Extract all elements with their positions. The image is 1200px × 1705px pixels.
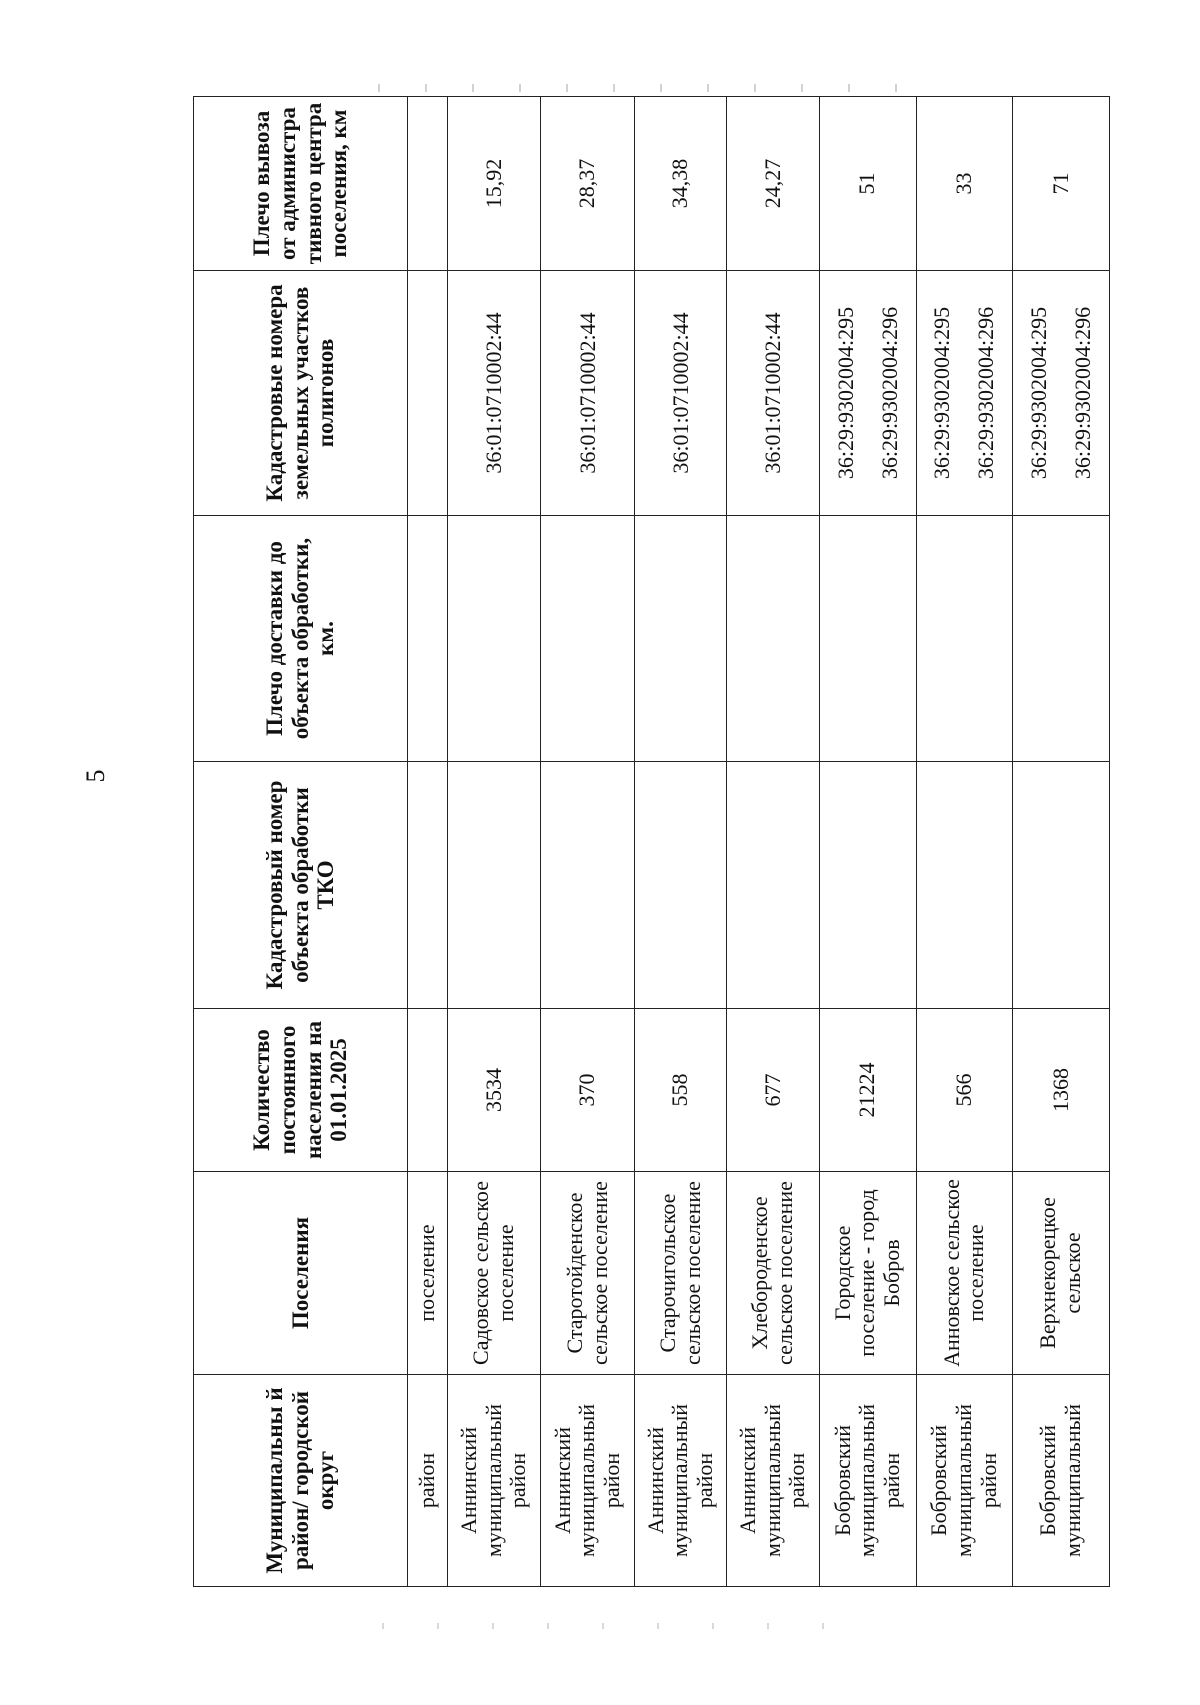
- table-cell: [447, 762, 541, 1009]
- table-cell: Старочигольское сельское поселение: [634, 1172, 727, 1375]
- header-cell: Поселения: [194, 1172, 408, 1375]
- table-cell: [1013, 762, 1110, 1009]
- table-cell: Бобровский муниципальный район: [819, 1375, 916, 1587]
- table-cell: 36:29:9302004:295 36:29:9302004:296: [819, 271, 916, 516]
- table-cell: 36:01:0710002:44: [727, 271, 820, 516]
- table-cell: [916, 516, 1013, 762]
- table-cell: [447, 516, 541, 762]
- scan-noise-bottom: [360, 1623, 860, 1629]
- table-cell: [408, 762, 448, 1009]
- table-cell: [819, 516, 916, 762]
- table-cell: 21224: [819, 1009, 916, 1172]
- header-row: [194, 97, 408, 1587]
- table-cell: [408, 1009, 448, 1172]
- table-cell: 36:01:0710002:44: [634, 271, 727, 516]
- table-cell: [1013, 516, 1110, 762]
- table-cell: поселение: [408, 1172, 448, 1375]
- header-cell: Кадастровый номер объекта обработки ТКО: [194, 762, 408, 1009]
- table-cell: [408, 516, 448, 762]
- table-cell: 36:29:9302004:295 36:29:9302004:296: [916, 271, 1013, 516]
- table-cell: 3534: [447, 1009, 541, 1172]
- table-cell: 34,38: [634, 97, 727, 271]
- table-cell: [634, 762, 727, 1009]
- table-row: [541, 97, 635, 1587]
- table-cell: [541, 762, 635, 1009]
- table-row: [634, 97, 727, 1587]
- table-cell: Бобровский муниципальный район: [916, 1375, 1013, 1587]
- table-cell: 36:01:0710002:44: [541, 271, 635, 516]
- header-cell: Кадастровые номера земельных участков полигонов: [194, 271, 408, 516]
- table-row: [727, 97, 820, 1587]
- page-number: 5: [81, 769, 110, 783]
- table-cell: [727, 516, 820, 762]
- table-row: [916, 97, 1013, 1587]
- table-cell: 28,37: [541, 97, 635, 271]
- data-table: [193, 96, 1110, 1587]
- table-cell: [819, 762, 916, 1009]
- table-cell: [916, 762, 1013, 1009]
- table-row: [1013, 97, 1110, 1587]
- table-cell: Аннинский муниципальный район: [727, 1375, 820, 1587]
- scan-noise-top: [360, 84, 920, 92]
- table-cell: Городское поселение - город Бобров: [819, 1172, 916, 1375]
- table-cell: 558: [634, 1009, 727, 1172]
- table-cell: 566: [916, 1009, 1013, 1172]
- table-cell: 370: [541, 1009, 635, 1172]
- table-row: [819, 97, 916, 1587]
- rotated-table-wrapper: [193, 97, 1110, 1587]
- table-cell: [408, 97, 448, 271]
- table-cell: Аннинский муниципальный район: [634, 1375, 727, 1587]
- table-cell: 677: [727, 1009, 820, 1172]
- table-cell: Хлебороденское сельское поселение: [727, 1172, 820, 1375]
- table-cell: 71: [1013, 97, 1110, 271]
- table-cell: Садовское сельское поселение: [447, 1172, 541, 1375]
- header-cell: Количество постоянного населения на 01.01.2025: [194, 1009, 408, 1172]
- table-cell: 15,92: [447, 97, 541, 271]
- header-cell: Плечо вывоза от администра тивного центра поселения, км: [194, 97, 408, 271]
- table-cell: Старотойденское сельское поселение: [541, 1172, 635, 1375]
- table-row: [447, 97, 541, 1587]
- table-cell: Бобровский муниципальный: [1013, 1375, 1110, 1587]
- header-cell: Плечо доставки до объекта обработки, км.: [194, 516, 408, 762]
- table-cell: район: [408, 1375, 448, 1587]
- table-cell: Аннинский муниципальный район: [541, 1375, 635, 1587]
- table-cell: [727, 762, 820, 1009]
- table-cell: 51: [819, 97, 916, 271]
- table-cell: [541, 516, 635, 762]
- table-cell: 36:01:0710002:44: [447, 271, 541, 516]
- table-cell: 36:29:9302004:295 36:29:9302004:296: [1013, 271, 1110, 516]
- table-cell: Анновское сельское поселение: [916, 1172, 1013, 1375]
- table-cell: 1368: [1013, 1009, 1110, 1172]
- table-cell: Аннинский муниципальный район: [447, 1375, 541, 1587]
- table-cell: Верхнекорецкое сельское: [1013, 1172, 1110, 1375]
- table-cell: 33: [916, 97, 1013, 271]
- table-cell: 24,27: [727, 97, 820, 271]
- table-cell: [634, 516, 727, 762]
- table-row: [408, 97, 448, 1587]
- header-cell: Муниципальны й район/ городской округ: [194, 1375, 408, 1587]
- table-cell: [408, 271, 448, 516]
